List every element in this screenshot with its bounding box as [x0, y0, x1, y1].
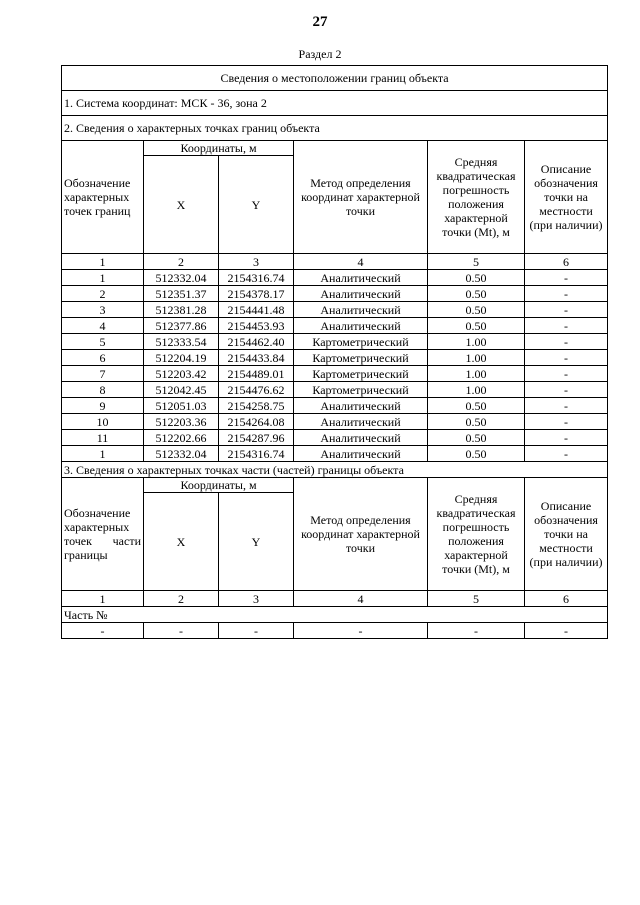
y-cell: 2154489.01: [219, 366, 294, 382]
y-cell: 2154433.84: [219, 350, 294, 366]
error-cell: 0.50: [428, 318, 525, 334]
error-cell: 1.00: [428, 350, 525, 366]
error-cell: 0.50: [428, 270, 525, 286]
description-cell: -: [525, 270, 608, 286]
x-cell: 512051.03: [144, 398, 219, 414]
part-column-number: 6: [525, 591, 608, 607]
column-number: 2: [144, 254, 219, 270]
description-cell: -: [525, 398, 608, 414]
part-empty-cell: -: [525, 623, 608, 639]
y-cell: 2154316.74: [219, 270, 294, 286]
column-number: 1: [62, 254, 144, 270]
column-number: 6: [525, 254, 608, 270]
header-y: Y: [219, 156, 294, 254]
section-label: Раздел 2: [298, 47, 342, 61]
part-empty-cell: -: [294, 623, 428, 639]
part-header-x: X: [144, 493, 219, 591]
page-number: 27: [312, 14, 328, 30]
x-cell: 512202.66: [144, 430, 219, 446]
points-heading: 2. Сведения о характерных точках границ объекта: [62, 116, 608, 141]
method-cell: Картометрический: [294, 366, 428, 382]
point-cell: 2: [62, 286, 144, 302]
error-cell: 0.50: [428, 302, 525, 318]
table-title: Сведения о местоположении границ объекта: [62, 66, 608, 91]
point-cell: 11: [62, 430, 144, 446]
x-cell: 512332.04: [144, 446, 219, 462]
header-coordinates: Координаты, м: [144, 141, 294, 156]
description-cell: -: [525, 414, 608, 430]
y-cell: 2154378.17: [219, 286, 294, 302]
table-row: [62, 286, 608, 302]
point-cell: 4: [62, 318, 144, 334]
method-cell: Аналитический: [294, 446, 428, 462]
x-cell: 512203.36: [144, 414, 219, 430]
error-cell: 1.00: [428, 334, 525, 350]
header-designation: Обозначение характерных точек границ: [62, 141, 144, 254]
method-cell: Картометрический: [294, 350, 428, 366]
table-row: [62, 430, 608, 446]
error-cell: 0.50: [428, 398, 525, 414]
description-cell: -: [525, 318, 608, 334]
method-cell: Аналитический: [294, 302, 428, 318]
point-cell: 6: [62, 350, 144, 366]
description-cell: -: [525, 430, 608, 446]
error-cell: 0.50: [428, 446, 525, 462]
y-cell: 2154462.40: [219, 334, 294, 350]
table-row: [62, 398, 608, 414]
part-header-method: Метод определения координат характерной точки: [294, 478, 428, 591]
method-cell: Аналитический: [294, 318, 428, 334]
table-row: [62, 350, 608, 366]
point-cell: 1: [62, 270, 144, 286]
header-error: Средняя квадратическая погрешность положения характерной точки (Mt), м: [428, 141, 525, 254]
point-cell: 7: [62, 366, 144, 382]
part-column-number: 4: [294, 591, 428, 607]
error-cell: 1.00: [428, 382, 525, 398]
table-row: [62, 414, 608, 430]
y-cell: 2154287.96: [219, 430, 294, 446]
point-cell: 9: [62, 398, 144, 414]
y-cell: 2154264.08: [219, 414, 294, 430]
x-cell: 512204.19: [144, 350, 219, 366]
error-cell: 0.50: [428, 414, 525, 430]
point-cell: 10: [62, 414, 144, 430]
table-row: [62, 270, 608, 286]
part-column-number: 1: [62, 591, 144, 607]
description-cell: -: [525, 366, 608, 382]
method-cell: Аналитический: [294, 286, 428, 302]
point-cell: 5: [62, 334, 144, 350]
error-cell: 1.00: [428, 366, 525, 382]
table-row: [62, 446, 608, 462]
description-cell: -: [525, 334, 608, 350]
header-x: X: [144, 156, 219, 254]
part-header-y: Y: [219, 493, 294, 591]
part-header-error: Средняя квадратическая погрешность положения характерной точки (Mt), м: [428, 478, 525, 591]
column-number: 5: [428, 254, 525, 270]
part-empty-cell: -: [144, 623, 219, 639]
header-description: Описание обозначения точки на местности (при наличии): [525, 141, 608, 254]
part-column-number-row: [62, 591, 608, 607]
point-cell: 8: [62, 382, 144, 398]
x-cell: 512332.04: [144, 270, 219, 286]
part-header-coordinates: Координаты, м: [144, 478, 294, 493]
part-empty-cell: -: [428, 623, 525, 639]
method-cell: Аналитический: [294, 270, 428, 286]
part-empty-cell: -: [219, 623, 294, 639]
description-cell: -: [525, 446, 608, 462]
table-row: [62, 302, 608, 318]
table-row: [62, 366, 608, 382]
y-cell: 2154453.93: [219, 318, 294, 334]
method-cell: Картометрический: [294, 334, 428, 350]
method-cell: Аналитический: [294, 430, 428, 446]
point-cell: 3: [62, 302, 144, 318]
x-cell: 512042.45: [144, 382, 219, 398]
part-label: Часть №: [62, 607, 608, 623]
method-cell: Аналитический: [294, 398, 428, 414]
y-cell: 2154476.62: [219, 382, 294, 398]
description-cell: -: [525, 302, 608, 318]
method-cell: Аналитический: [294, 414, 428, 430]
description-cell: -: [525, 382, 608, 398]
y-cell: 2154316.74: [219, 446, 294, 462]
part-column-number: 2: [144, 591, 219, 607]
table-row: [62, 382, 608, 398]
x-cell: 512377.86: [144, 318, 219, 334]
y-cell: 2154258.75: [219, 398, 294, 414]
point-cell: 1: [62, 446, 144, 462]
boundary-table: [61, 65, 608, 639]
part-header-designation: Обозначение характерных точек части границы: [62, 478, 144, 591]
error-cell: 0.50: [428, 430, 525, 446]
header-method: Метод определения координат характерной точки: [294, 141, 428, 254]
table-row: [62, 318, 608, 334]
x-cell: 512351.37: [144, 286, 219, 302]
column-number: 4: [294, 254, 428, 270]
description-cell: -: [525, 286, 608, 302]
part-heading: 3. Сведения о характерных точках части (частей) границы объекта: [62, 462, 608, 478]
x-cell: 512333.54: [144, 334, 219, 350]
part-header-description: Описание обозначения точки на местности (при наличии): [525, 478, 608, 591]
part-column-number: 3: [219, 591, 294, 607]
part-column-number: 5: [428, 591, 525, 607]
table-row: [62, 334, 608, 350]
error-cell: 0.50: [428, 286, 525, 302]
x-cell: 512381.28: [144, 302, 219, 318]
part-empty-cell: -: [62, 623, 144, 639]
column-number-row: [62, 254, 608, 270]
coordinate-system: 1. Система координат: МСК - 36, зона 2: [62, 91, 608, 116]
column-number: 3: [219, 254, 294, 270]
description-cell: -: [525, 350, 608, 366]
y-cell: 2154441.48: [219, 302, 294, 318]
part-empty-row: [62, 623, 608, 639]
method-cell: Картометрический: [294, 382, 428, 398]
x-cell: 512203.42: [144, 366, 219, 382]
